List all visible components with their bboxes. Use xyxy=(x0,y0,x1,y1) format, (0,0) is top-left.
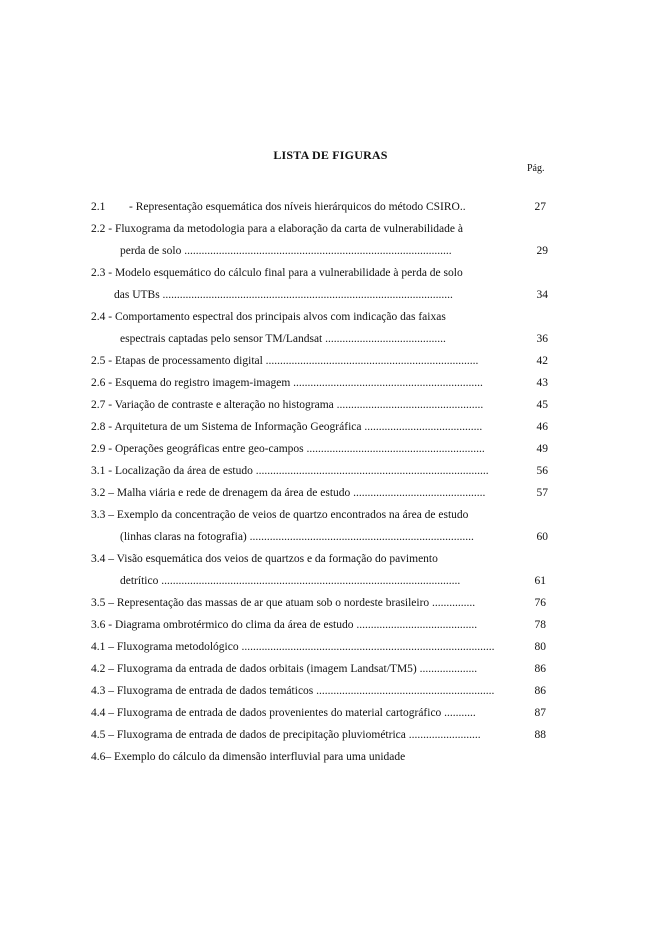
figure-entry-title: 3.1 - Localização da área de estudo ................................................................................. xyxy=(91,465,489,477)
figure-entry-page: 61 xyxy=(534,575,546,587)
figure-entry-title: 2.8 - Arquitetura de um Sistema de Informação Geográfica ......................................... xyxy=(91,421,483,433)
figure-entry-title: 2.7 - Variação de contraste e alteração no histograma ................................................... xyxy=(91,399,484,411)
figure-entry-title: 3.2 – Malha viária e rede de drenagem da área de estudo .............................................. xyxy=(91,487,486,499)
figure-entry-page: 57 xyxy=(536,487,548,499)
figure-entry-page: 87 xyxy=(534,707,546,719)
figure-entry-page: 34 xyxy=(536,289,548,301)
figure-entry-page: 42 xyxy=(536,355,548,367)
figure-entry-title: - Representação esquemática dos níveis hierárquicos do método CSIRO.. xyxy=(129,201,466,213)
figure-entry-page: 86 xyxy=(534,685,546,697)
figure-entry-title-cont: espectrais captadas pelo sensor TM/Landsat .......................................... xyxy=(120,333,446,345)
figure-entry-page: 36 xyxy=(536,333,548,345)
figure-entry-title-cont: das UTBs ..................................................................................................... xyxy=(114,289,453,301)
figure-entry-page: 60 xyxy=(536,531,548,543)
figure-entry-page: 56 xyxy=(536,465,548,477)
figure-entry-title: 4.3 – Fluxograma de entrada de dados temáticos .............................................................. xyxy=(91,685,495,697)
figure-entry-title: 2.2 - Fluxograma da metodologia para a elaboração da carta de vulnerabilidade à xyxy=(91,223,463,235)
figure-entry-title: 3.3 – Exemplo da concentração de veios de quartzo encontrados na área de estudo xyxy=(91,509,469,521)
figure-entry-title: 4.2 – Fluxograma da entrada de dados orbitais (imagem Landsat/TM5) .................... xyxy=(91,663,478,675)
figure-entry-page: 86 xyxy=(534,663,546,675)
figure-entry-page: 76 xyxy=(534,597,546,609)
figure-entry-page: 43 xyxy=(536,377,548,389)
figure-entry-title: 2.4 - Comportamento espectral dos principais alvos com indicação das faixas xyxy=(91,311,446,323)
figure-entry-page: 49 xyxy=(536,443,548,455)
figure-entry-title: 3.6 - Diagrama ombrotérmico do clima da área de estudo .......................................... xyxy=(91,619,478,631)
figure-entry-title: 2.9 - Operações geográficas entre geo-campos .............................................................. xyxy=(91,443,485,455)
figure-entry-title: 4.5 – Fluxograma de entrada de dados de precipitação pluviométrica ......................... xyxy=(91,729,481,741)
figure-entry-title: 4.1 – Fluxograma metodológico ........................................................................................ xyxy=(91,641,495,653)
figure-entry-title-cont: (linhas claras na fotografia) .............................................................................. xyxy=(120,531,474,543)
figure-entry-page: 45 xyxy=(536,399,548,411)
page-title: LISTA DE FIGURAS xyxy=(273,148,388,162)
page-column-header: Pág. xyxy=(527,163,545,174)
figure-entry-page: 46 xyxy=(536,421,548,433)
figure-entry-title: 3.4 – Visão esquemática dos veios de quartzos e da formação do pavimento xyxy=(91,553,438,565)
figure-entry-page: 88 xyxy=(534,729,546,741)
figure-entry-page: 27 xyxy=(534,201,546,213)
figure-entry-title: 2.3 - Modelo esquemático do cálculo final para a vulnerabilidade à perda de solo xyxy=(91,267,463,279)
figure-entry-title: 2.6 - Esquema do registro imagem-imagem .................................................................. xyxy=(91,377,483,389)
figure-entry-number: 2.1 xyxy=(91,201,106,213)
figure-entry-title-cont: detrítico ........................................................................................................ xyxy=(120,575,461,587)
figure-entry-title-cont: perda de solo ............................................................................................. xyxy=(120,245,452,257)
figure-entry-title: 3.5 – Representação das massas de ar que atuam sob o nordeste brasileiro ............... xyxy=(91,597,476,609)
figure-entry-page: 29 xyxy=(536,245,548,257)
figure-entry-title: 2.5 - Etapas de processamento digital .......................................................................... xyxy=(91,355,479,367)
figure-entry-title: 4.6– Exemplo do cálculo da dimensão interfluvial para uma unidade xyxy=(91,751,406,763)
figure-entry-title: 4.4 – Fluxograma de entrada de dados provenientes do material cartográfico ........... xyxy=(91,707,476,719)
figure-entry-page: 78 xyxy=(534,619,546,631)
figure-entry-page: 80 xyxy=(534,641,546,653)
